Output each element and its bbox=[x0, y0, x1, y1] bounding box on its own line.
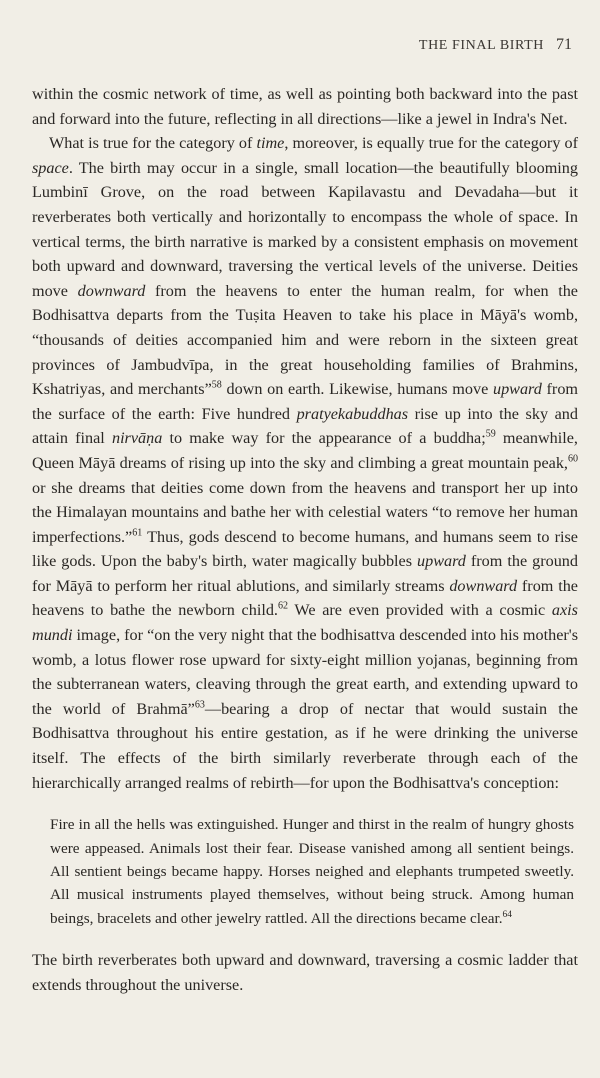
paragraph-continuation bbox=[32, 82, 578, 131]
paragraph-conclusion bbox=[32, 948, 578, 997]
footnote-ref: 58 bbox=[211, 379, 222, 391]
text-run: from the heavens to bathe the newborn child. bbox=[32, 576, 578, 620]
footnote-ref: 64 bbox=[502, 909, 512, 920]
quote-text: Fire in all the hells was extinguished. Hunger and thirst in the realm of hungry ghosts were appeased. Animals lost their fear. Disease vanished among all sentient beings. All sentient beings became happy. Horses neighed and elephants trumpeted sweetly. All musical instruments played themselves, without being struck. Among human beings, bracelets and other jewelry rattled. All the directions became clear. bbox=[50, 816, 574, 927]
block-quote bbox=[50, 813, 574, 930]
text-run: We are even provided with a cosmic bbox=[288, 601, 552, 620]
text-run: rise up into the sky and attain final bbox=[32, 404, 578, 448]
italic-term: upward bbox=[417, 552, 466, 571]
footnote-ref: 62 bbox=[277, 601, 288, 613]
running-header bbox=[419, 36, 572, 54]
text-run: within the cosmic network of time, as well as pointing both backward into the past and forward into the future, reflecting in all directions—like a jewel in Indra's Net. bbox=[32, 85, 578, 128]
text-run: image, for “on the very night that the bodhisattva descended into his mother's womb, a lotus flower rose upward for sixty-eight million yojanas, beginning from the subterranean waters, cleaving through the great earth, and extending upward to the world of Brahmā” bbox=[32, 626, 578, 718]
text-run: meanwhile, Queen Māyā dreams of rising up into the sky and climbing a great mountain peak, bbox=[32, 429, 578, 472]
text-run: What is true for the category of bbox=[49, 134, 257, 153]
text-run: from the surface of the earth: Five hundred bbox=[32, 380, 579, 423]
footnote-ref: 59 bbox=[485, 428, 496, 440]
footnote-ref: 63 bbox=[194, 699, 205, 711]
paragraph-time-space bbox=[32, 131, 578, 795]
text-run: . The birth may occur in a single, small location—the beautifully blooming Lumbinī Grove, on the road between Kapilavastu and Devadaha—but it reverberates both vertically and horizontally to encompass the whole of space. In vertical terms, the birth narrative is marked by a consistent emphasis on movement both upward and downward, traversing the vertical levels of the universe. Deities move bbox=[32, 158, 578, 300]
footnote-ref: 60 bbox=[567, 453, 578, 465]
italic-term: downward bbox=[77, 281, 146, 300]
italic-term: time bbox=[256, 134, 285, 153]
italic-term: space bbox=[32, 158, 69, 177]
text-run: , moreover, is equally true for the category of bbox=[284, 134, 578, 153]
text-run: down on earth. Likewise, humans move bbox=[221, 380, 493, 399]
text-run: from the heavens to enter the human realm, for when the Bodhisattva departs from the Tuṣita Heaven to take his place in Māyā's womb, “thousands of deities accompanied him and were reborn in the sixteen great provinces of Jambudvīpa, in the great householding families of Brahmins, Kshatriyas, and merchants” bbox=[32, 281, 578, 399]
page-body bbox=[32, 82, 578, 997]
italic-term: upward bbox=[492, 380, 542, 399]
italic-term: pratyekabuddhas bbox=[296, 404, 409, 423]
text-run: to make way for the appearance of a buddha; bbox=[162, 429, 486, 448]
text-run: or she dreams that deities come down from the heavens and transport her up into the Himalayan mountains and bathe her with celestial waters “to remove her human imperfections.” bbox=[32, 478, 578, 546]
running-title: THE FINAL BIRTH bbox=[418, 38, 544, 53]
page-number: 71 bbox=[556, 36, 572, 53]
text-run: The birth reverberates both upward and downward, traversing a cosmic ladder that extends throughout the universe. bbox=[32, 951, 578, 994]
italic-term: axis mundi bbox=[32, 601, 578, 645]
italic-term: downward bbox=[449, 576, 518, 595]
italic-term: nirvāṇa bbox=[111, 429, 163, 448]
text-run: from the ground for Māyā to perform her ritual ablutions, and similarly streams bbox=[32, 552, 578, 595]
text-run: —bearing a drop of nectar that would sustain the Bodhisattva throughout his entire gestation, as if he were drinking the universe itself. The effects of the birth similarly reverberate through each of the hierarchically arranged realms of rebirth—for upon the Bodhisattva's conception: bbox=[32, 699, 578, 792]
text-run: Thus, gods descend to become humans, and humans seem to rise like gods. Upon the baby's birth, water magically bubbles bbox=[32, 527, 578, 571]
footnote-ref: 61 bbox=[132, 527, 143, 539]
